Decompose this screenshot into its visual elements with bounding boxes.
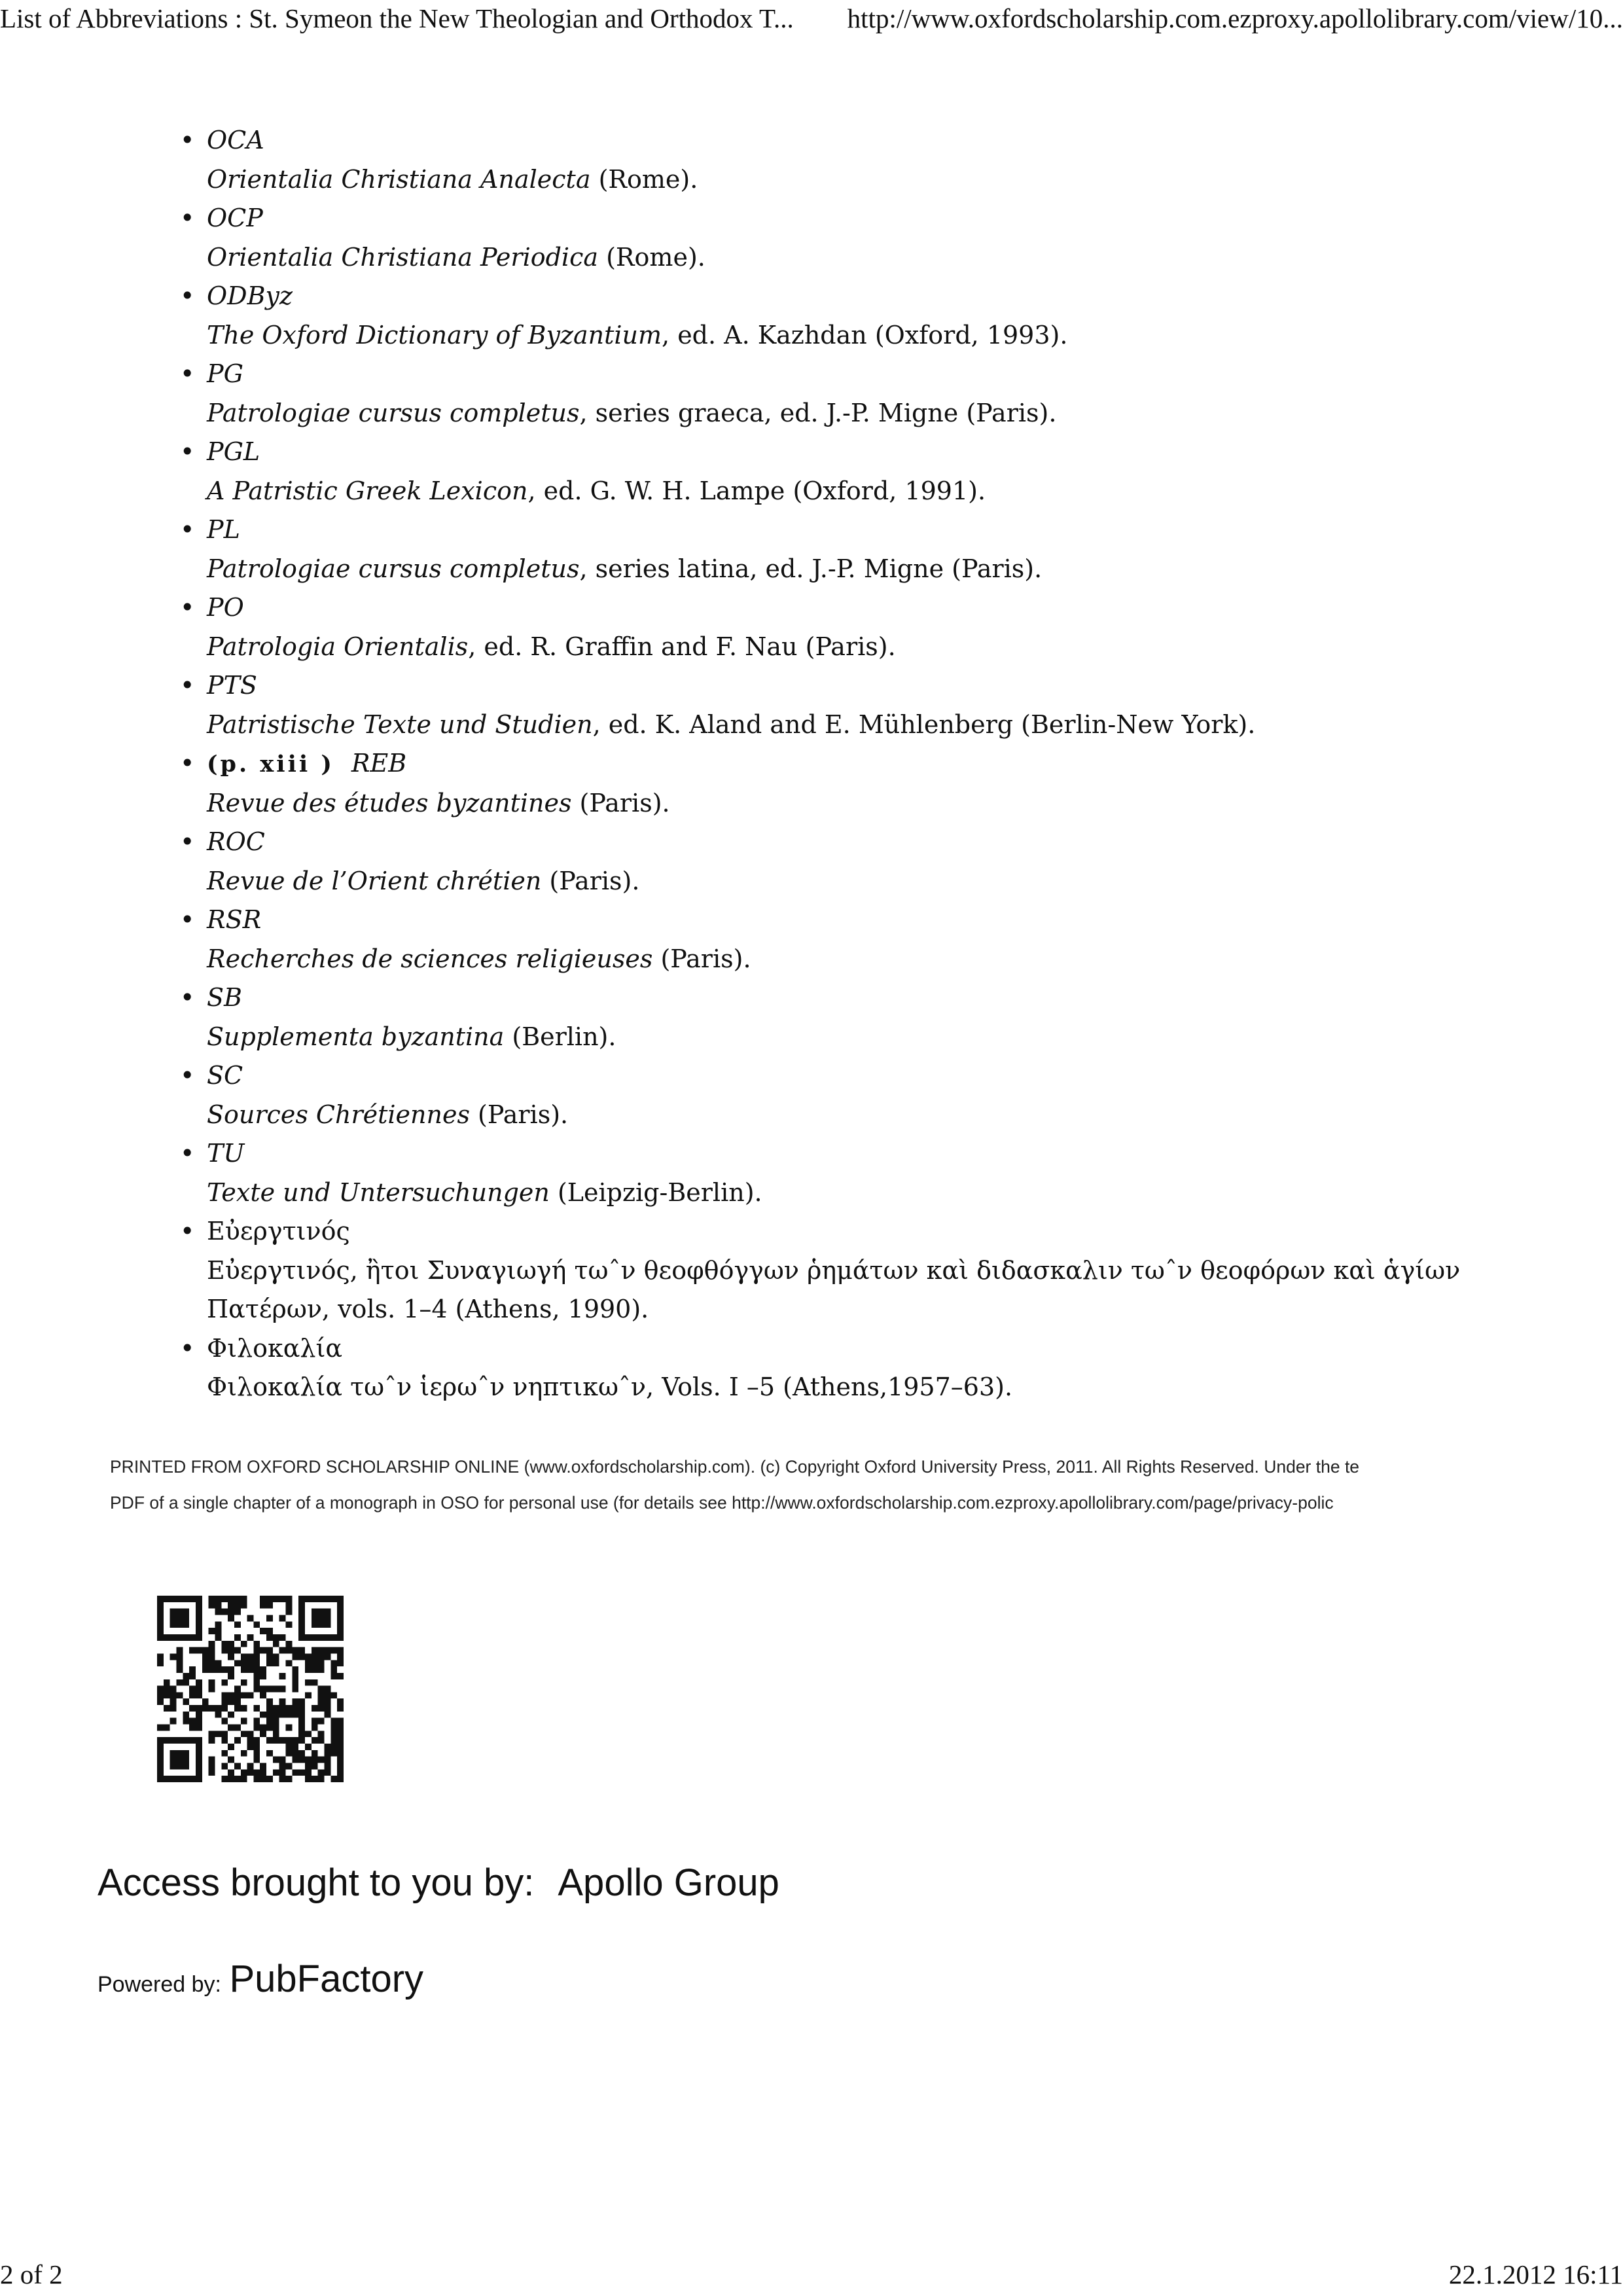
entry-term-line	[207, 1056, 1486, 1096]
abbreviation-entry	[177, 1056, 1486, 1134]
entry-term-line	[207, 978, 1486, 1018]
work-details: (Paris).	[541, 866, 640, 895]
work-details: (Paris).	[571, 788, 670, 817]
abbreviation-term: OCA	[207, 126, 264, 154]
bullet-icon: •	[180, 749, 195, 778]
bullet-icon: •	[180, 593, 195, 622]
work-details: , series latina, ed. J.-P. Migne (Paris).	[579, 554, 1043, 583]
work-details: Φιλοκαλία τωˆν ἱερωˆν νηπτικωˆν, Vols. I –5 (Athens,1957–63).	[207, 1372, 1013, 1401]
entry-term-line	[207, 121, 1486, 160]
entry-expansion	[207, 394, 1486, 433]
entry-term-line	[207, 1329, 1486, 1369]
access-line	[98, 1860, 779, 1906]
abbreviation-term: ROC	[207, 827, 265, 856]
print-footer-datetime: 22.1.2012 16:11	[1448, 2259, 1623, 2289]
entry-term-line	[207, 901, 1486, 940]
abbreviation-term: REB	[351, 749, 407, 778]
bullet-icon: •	[180, 905, 195, 934]
entry-term-line	[207, 433, 1486, 472]
abbreviation-term: PTS	[207, 671, 257, 700]
abbreviation-term: SB	[207, 983, 242, 1012]
work-details: (Paris).	[469, 1100, 569, 1129]
abbreviation-entry	[177, 978, 1486, 1056]
work-title: Patrologiae cursus completus	[207, 554, 580, 583]
access-label: Access brought to you by:	[98, 1861, 535, 1904]
powered-by-label: Powered by:	[98, 1972, 221, 1997]
entry-term-line	[207, 1212, 1486, 1251]
abbreviation-term: PGL	[207, 437, 260, 466]
work-details: (Rome).	[590, 164, 698, 194]
work-details: , ed. K. Aland and E. Mühlenberg (Berlin-New York).	[592, 709, 1256, 739]
entry-term-line	[207, 511, 1486, 550]
access-org[interactable]: Apollo Group	[558, 1861, 779, 1904]
bullet-icon: •	[180, 437, 195, 466]
entry-expansion	[207, 1096, 1486, 1135]
bullet-icon: •	[180, 1139, 195, 1168]
abbreviation-term: Εὐεργτινός	[207, 1217, 350, 1246]
abbreviation-entry	[177, 121, 1486, 199]
page-reference: (p. xiii )	[207, 751, 334, 778]
abbreviations-list	[177, 121, 1486, 1407]
abbreviation-entry	[177, 823, 1486, 901]
qr-code-icon	[157, 1596, 344, 1782]
work-details: (Leipzig-Berlin).	[549, 1177, 762, 1207]
abbreviation-term: OCP	[207, 204, 263, 232]
work-title: Sources Chrétiennes	[207, 1100, 470, 1129]
bullet-icon: •	[180, 126, 195, 154]
work-details: , ed. R. Graffin and F. Nau (Paris).	[468, 632, 896, 661]
entry-expansion	[207, 784, 1486, 823]
entry-expansion	[207, 238, 1486, 278]
work-title: Revue de l’Orient chrétien	[207, 866, 542, 895]
bullet-icon: •	[180, 515, 195, 544]
entry-expansion	[207, 940, 1486, 979]
print-header-title: List of Abbreviations : St. Symeon the New Theologian and Orthodox T...	[0, 3, 794, 33]
abbreviation-term: PL	[207, 515, 240, 544]
work-details: (Rome).	[598, 242, 705, 272]
abbreviation-entry	[177, 1212, 1486, 1329]
abbreviation-term: ODByz	[207, 281, 293, 310]
entry-term-line	[207, 823, 1486, 862]
entry-term-line	[207, 744, 1486, 784]
work-details: , series graeca, ed. J.-P. Migne (Paris).	[579, 398, 1057, 427]
abbreviation-term: PO	[207, 593, 244, 622]
work-title: Patrologia Orientalis	[207, 632, 469, 661]
print-footer-page: 2 of 2	[0, 2259, 63, 2289]
work-title: Recherches de sciences religieuses	[207, 944, 653, 973]
abbreviation-entry	[177, 588, 1486, 666]
abbreviation-entry	[177, 666, 1486, 744]
print-header-url: http://www.oxfordscholarship.com.ezproxy.apollolibrary.com/view/10...	[847, 3, 1623, 33]
abbreviation-entry	[177, 1134, 1486, 1212]
entry-term-line	[207, 666, 1486, 706]
work-title: Texte und Untersuchungen	[207, 1177, 550, 1207]
work-details: (Berlin).	[504, 1022, 616, 1051]
entry-expansion	[207, 628, 1486, 667]
entry-expansion	[207, 706, 1486, 745]
work-title: Patrologiae cursus completus	[207, 398, 580, 427]
abbreviation-term: Φιλοκαλία	[207, 1333, 343, 1363]
work-title: Patristische Texte und Studien	[207, 709, 593, 739]
abbreviation-entry	[177, 901, 1486, 978]
abbreviation-term: RSR	[207, 905, 262, 934]
bullet-icon: •	[180, 1061, 195, 1090]
bullet-icon: •	[180, 359, 195, 388]
bullet-icon: •	[180, 1333, 195, 1363]
work-details: , ed. A. Kazhdan (Oxford, 1993).	[662, 320, 1068, 350]
entry-expansion	[207, 550, 1486, 589]
entry-expansion	[207, 1251, 1486, 1329]
bullet-icon: •	[180, 671, 195, 700]
bullet-icon: •	[180, 204, 195, 232]
work-title: Supplementa byzantina	[207, 1022, 505, 1051]
entry-term-line	[207, 199, 1486, 238]
bullet-icon: •	[180, 983, 195, 1012]
entry-term-line	[207, 588, 1486, 628]
work-details: , ed. G. W. H. Lampe (Oxford, 1991).	[527, 476, 986, 505]
work-title: Revue des études byzantines	[207, 788, 572, 817]
abbreviation-term: TU	[207, 1139, 245, 1168]
entry-expansion	[207, 1174, 1486, 1213]
entry-term-line	[207, 1134, 1486, 1174]
entry-expansion	[207, 472, 1486, 511]
bullet-icon: •	[180, 827, 195, 856]
abbreviation-term: SC	[207, 1061, 243, 1090]
printed-notice-line-2: PDF of a single chapter of a monograph in OSO for personal use (for details see http://www.oxfordscholarship.com.ezproxy.apollolibrary.com/page/privacy-polic	[110, 1493, 1334, 1513]
abbreviation-entry	[177, 277, 1486, 355]
abbreviation-entry	[177, 744, 1486, 823]
entry-term-line	[207, 355, 1486, 394]
printed-notice	[110, 1449, 1527, 1521]
work-details: (Paris).	[652, 944, 751, 973]
work-title: Orientalia Christiana Periodica	[207, 242, 599, 272]
pubfactory-link[interactable]: PubFactory	[229, 1958, 424, 2000]
bullet-icon: •	[180, 281, 195, 310]
work-details: Εὐεργτινός, ἢτοι Συναγιωγή τωˆν θεοφθόγγων ῥημάτων καὶ διδασκαλιν τωˆν θεοφόρων καὶ ἁγίων Πατέρων, vols. 1–4 (Athens, 1990).	[207, 1255, 1461, 1323]
printed-notice-line-1: PRINTED FROM OXFORD SCHOLARSHIP ONLINE (www.oxfordscholarship.com). (c) Copyright Oxford University Press, 2011. All Rights Reserved. Under the te	[110, 1457, 1360, 1477]
entry-expansion	[207, 862, 1486, 901]
abbreviation-entry	[177, 199, 1486, 277]
work-title: Orientalia Christiana Analecta	[207, 164, 591, 194]
abbreviation-term: PG	[207, 359, 243, 388]
work-title: A Patristic Greek Lexicon	[207, 476, 528, 505]
bullet-icon: •	[180, 1217, 195, 1246]
abbreviation-entry	[177, 511, 1486, 588]
entry-term-line	[207, 277, 1486, 316]
entry-expansion	[207, 1018, 1486, 1057]
entry-expansion	[207, 160, 1486, 200]
abbreviation-entry	[177, 1329, 1486, 1407]
entry-expansion	[207, 316, 1486, 355]
abbreviation-entry	[177, 355, 1486, 433]
entry-expansion	[207, 1368, 1486, 1407]
work-title: The Oxford Dictionary of Byzantium	[207, 320, 662, 350]
powered-by	[98, 1957, 423, 2001]
abbreviation-entry	[177, 433, 1486, 511]
